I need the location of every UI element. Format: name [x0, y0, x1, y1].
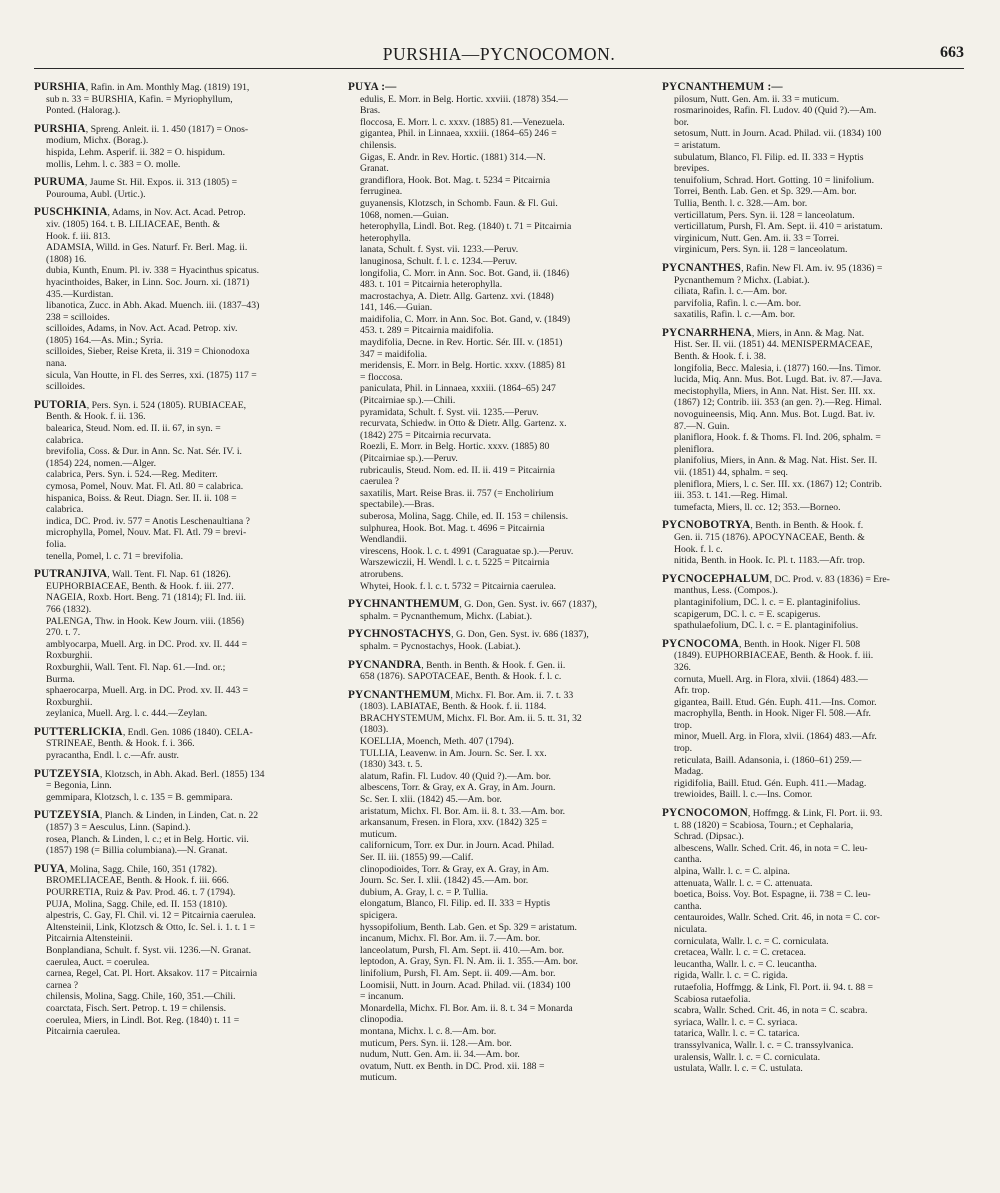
entry-line: sicula, Van Houtte, in Fl. des Serres, xxi. (1875) 117 =	[46, 369, 257, 381]
entry-first-line: PYCNANTHEMUM, Michx. Fl. Bor. Am. ii. 7. t. 33	[348, 688, 574, 701]
entry-line: chilensis.	[360, 139, 397, 151]
entry-line: tenella, Pomel, l. c. 71 = brevifolia.	[46, 550, 184, 562]
entry-line: minor, Muell. Arg. in Flora, xlvii. (1864) 483.—Afr.	[674, 731, 877, 743]
entry-line: mecistophylla, Miers, in Ann. Nat. Hist. Ser. III. xx.	[674, 385, 876, 397]
entry-line: sphaerocarpa, Muell. Arg. in DC. Prod. xv. II. 443 =	[46, 685, 249, 697]
entry-line: attenuata, Wallr. l. c. = C. attenuata.	[674, 877, 813, 889]
entry-line: gigantea, Phil. in Linnaea, xxxiii. (1864–65) 246 =	[360, 128, 557, 140]
entry-genus-name: PYCNANTHEMUM	[348, 688, 451, 701]
genus-entry	[348, 690, 650, 1084]
entry-line: longifolia, Becc. Malesia, i. (1877) 160.—Ins. Timor.	[674, 362, 881, 374]
entry-line: (1803).	[360, 724, 389, 736]
entry-line: ADAMSIA, Willd. in Ges. Naturf. Fr. Berl. Mag. ii.	[46, 242, 248, 254]
entry-line: heterophylla, Lindl. Bot. Reg. (1840) t. 71 = Pitcairnia	[360, 221, 572, 233]
entry-line: Benth. & Hook. f. ii. 136.	[46, 411, 146, 423]
entry-line: setosum, Nutt. in Journ. Acad. Philad. vii. (1834) 100	[674, 128, 882, 140]
entry-line: Scabiosa rutaefolia.	[674, 993, 751, 1005]
entry-line: pleniflora, Miers, l. c. Ser. III. xx. (1867) 12; Contrib.	[674, 478, 882, 490]
entry-line: scilloides.	[46, 381, 86, 393]
entry-first-line: PUTRANJIVA, Wall. Tent. Fl. Nap. 61 (1826).	[34, 568, 231, 581]
entry-line: linifolium, Pursh, Fl. Am. Sept. ii. 409.—Am. bor.	[360, 967, 556, 979]
entry-genus-name: PUYA	[34, 862, 65, 875]
entry-line: cantha.	[674, 900, 702, 912]
genus-entry	[34, 569, 336, 720]
entry-line: = Begonia, Linn.	[46, 780, 112, 792]
entry-line: trop.	[674, 719, 693, 731]
entry-line: leucantha, Wallr. l. c. = C. leucantha.	[674, 958, 817, 970]
entry-line: alatum, Rafin. Fl. Ludov. 40 (Quid ?).—Am. bor.	[360, 770, 551, 782]
entry-line: ustulata, Wallr. l. c. = C. ustulata.	[674, 1063, 803, 1075]
entry-genus-name: PYCHNOSTACHYS	[348, 628, 452, 641]
entry-line: Ponted. (Halorag.).	[46, 105, 121, 117]
entry-line: subulatum, Blanco, Fl. Filip. ed. II. 333 = Hyptis	[674, 151, 864, 163]
entry-line: (1857) 3 = Aesculus, Linn. (Sapind.).	[46, 822, 191, 834]
entry-line: PALENGA, Thw. in Hook. Kew Journ. viii. (1856)	[46, 615, 244, 627]
entry-first-line: PUTORIA, Pers. Syn. i. 524 (1805). RUBIACEAE,	[34, 398, 247, 411]
entry-line: iii. 353. t. 141.—Reg. Himal.	[674, 490, 788, 502]
entry-line: paniculata, Phil. in Linnaea, xxxiii. (1864–65) 247	[360, 383, 556, 395]
entry-genus-name: PUTORIA	[34, 398, 87, 411]
genus-entry	[34, 207, 336, 393]
entry-first-line: PURSHIA, Rafin. in Am. Monthly Mag. (1819) 191,	[34, 81, 250, 93]
entry-line: pilosum, Nutt. Gen. Am. ii. 33 = muticum.	[674, 93, 840, 105]
entry-first-line	[348, 81, 650, 94]
entry-line: lucida, Miq. Ann. Mus. Bot. Lugd. Bat. iv. 87.—Java.	[674, 374, 883, 386]
genus-entry	[662, 82, 964, 256]
genus-entry	[34, 864, 336, 1038]
entry-line: edulis, E. Morr. in Belg. Hortic. xxviii. (1878) 354.—	[360, 93, 568, 105]
entry-line: Tullia, Benth. l. c. 328.—Am. bor.	[674, 197, 808, 209]
entry-line: scabra, Wallr. Sched. Crit. 46, in nota = C. scabra.	[674, 1005, 868, 1017]
entry-first-line: PUTZEYSIA, Klotzsch, in Abh. Akad. Berl. (1855) 134	[34, 767, 265, 780]
entry-line: Ser. II. iii. (1855) 99.—Calif.	[360, 852, 474, 863]
entry-line: = aristatum.	[674, 139, 721, 151]
entry-line: cymosa, Pomel, Nouv. Mat. Fl. Atl. 80 = calabrica.	[46, 481, 244, 492]
entry-line: meridensis, E. Morr. in Belg. Hortic. xxxv. (1885) 81	[360, 360, 567, 372]
entry-line: brevifolia, Coss. & Dur. in Ann. Sc. Nat. Sér. IV. i.	[46, 446, 242, 458]
entry-line: virginicum, Pers. Syn. ii. 128 = lanceolatum.	[674, 244, 848, 256]
entry-line: tenuifolium, Schrad. Hort. Gotting. 10 = linifolium.	[674, 174, 875, 186]
entry-line: Madag.	[674, 766, 704, 778]
entry-line: folia.	[46, 538, 67, 550]
genus-entry	[34, 727, 336, 762]
entry-genus-name: PYCNOCOMON	[662, 807, 748, 820]
entry-line: coarctata, Fisch. Sert. Petrop. t. 19 = chilensis.	[46, 1002, 227, 1014]
entry-line: virescens, Hook. l. c. t. 4991 (Caraguatae sp.).—Peruv.	[360, 545, 574, 557]
entry-line: Roxburghii.	[46, 696, 93, 708]
entry-line: Roxburghii, Wall. Tent. Fl. Nap. 61.—Ind. or.;	[46, 661, 226, 673]
entry-first-line: PUSCHKINIA, Adams, in Nov. Act. Acad. Petrop.	[34, 206, 246, 219]
entry-genus-name: PYCNOBOTRYA	[662, 519, 751, 532]
entry-line: gemmipara, Klotzsch, l. c. 135 = B. gemmipara.	[46, 791, 233, 803]
entry-line: Gigas, E. Andr. in Rev. Hortic. (1881) 314.—N.	[360, 151, 546, 163]
entry-line: carnea, Regel, Cat. Pl. Hort. Aksakov. 117 = Pitcairnia	[46, 968, 258, 980]
entry-line: spectabile).—Bras.	[360, 499, 435, 511]
entry-line: zeylanica, Muell. Arg. l. c. 444.—Zeylan.	[46, 708, 208, 720]
entry-line: sub n. 33 = BURSHIA, Kafin. = Myriophyllum,	[46, 93, 233, 105]
entry-genus-name: PYCNOCEPHALUM	[662, 572, 770, 585]
running-title: PURSHIA—PYCNOCOMON.	[382, 44, 616, 64]
entry-line: caerulea ?	[360, 476, 399, 488]
entry-line: libanotica, Zucc. in Abh. Akad. Muench. iii. (1837–43)	[46, 300, 260, 312]
entry-line: verticillatum, Pers. Syn. ii. 128 = lanceolatum.	[674, 209, 855, 221]
entry-line: tumefacta, Miers, ll. cc. 12; 353.—Borneo.	[674, 501, 841, 513]
entry-first-line: PYCNANDRA, Benth. in Benth. & Hook. f. Gen. ii.	[348, 658, 566, 671]
entry-line: rigidifolia, Baill. Etud. Gén. Euph. 411.—Madag.	[674, 777, 867, 789]
entry-genus-name: PYCNANDRA	[348, 658, 422, 671]
entry-line: clinopodioides, Torr. & Gray, ex A. Gray, in Am.	[360, 863, 549, 875]
entry-line: microphylla, Pomel, Nouv. Mat. Fl. Atl. 79 = brevi-	[46, 527, 247, 539]
entry-line: hispanica, Boiss. & Reut. Diagn. Ser. II. ii. 108 =	[46, 492, 237, 504]
entry-line: macrophylla, Benth. in Hook. Niger Fl. 508.—Afr.	[674, 708, 871, 720]
entry-line: brevipes.	[674, 163, 710, 175]
entry-genus-name: PYCNANTHES	[662, 261, 742, 274]
running-header	[34, 44, 964, 69]
entry-line: cornuta, Muell. Arg. in Flora, xlvii. (1864) 483.—	[674, 673, 868, 685]
entry-line: pyracantha, Endl. l. c.—Afr. austr.	[46, 750, 179, 762]
entry-line: dubium, A. Gray, l. c. = P. Tullia.	[360, 886, 489, 898]
column-middle	[348, 82, 650, 1091]
entry-line: maidifolia, C. Morr. in Ann. Soc. Bot. Gand, v. (1849)	[360, 313, 571, 325]
entry-line: balearica, Steud. Nom. ed. II. ii. 67, in syn. =	[46, 423, 221, 435]
entry-line: Pycnanthemum ? Michx. (Labiat.).	[674, 274, 810, 286]
entry-line: muticum, Pers. Syn. ii. 128.—Am. bor.	[360, 1037, 512, 1049]
entry-line: saxatilis, Rafin. l. c.—Am. bor.	[674, 309, 796, 321]
entry-line: vii. (1851) 44, sphalm. = seq.	[674, 467, 788, 478]
entry-line: Sc. Ser. I. xlii. (1842) 45.—Am. bor.	[360, 794, 502, 806]
entry-genus-name: PUSCHKINIA	[34, 206, 108, 219]
entry-line: Granat.	[360, 163, 389, 175]
entry-line: trop.	[674, 743, 693, 755]
entry-line: pyramidata, Schult. f. Syst. vii. 1235.—Peruv.	[360, 406, 539, 418]
entry-line: POURRETIA, Ruiz & Pav. Prod. 46. t. 7 (1794).	[46, 887, 236, 898]
entry-first-line: PUTZEYSIA, Planch. & Linden, in Linden, Cat. n. 22	[34, 809, 259, 822]
entry-line: scilloides, Sieber, Reise Kreta, ii. 319 = Chionodoxa	[46, 346, 250, 358]
entry-line: suberosa, Molina, Sagg. Chile, ed. II. 153 = chilensis.	[360, 510, 569, 522]
entry-line: leptodon, A. Gray, Syn. Fl. N. Am. ii. 1. 355.—Am. bor.	[360, 956, 578, 968]
entry-line: scapigerum, DC. l. c. = E. scapigerus.	[674, 608, 821, 620]
entry-line: 453. t. 289 = Pitcairnia maidifolia.	[360, 325, 494, 337]
entry-line: syriaca, Wallr. l. c. = C. syriaca.	[674, 1016, 798, 1028]
entry-line: PUJA, Molina, Sagg. Chile, ed. II. 153 (1810).	[46, 898, 228, 910]
entry-line: spicigera.	[360, 909, 398, 921]
genus-entry	[348, 629, 650, 652]
entry-line: EUPHORBIACEAE, Benth. & Hook. f. iii. 277.	[46, 580, 234, 592]
entry-line: KOELLIA, Moench, Meth. 407 (1794).	[360, 736, 514, 748]
entry-line: bor.	[674, 116, 689, 128]
entry-line: elongatum, Blanco, Fl. Filip. ed. II. 333 = Hyptis	[360, 898, 551, 910]
entry-line: trewioides, Baill. l. c.—Ins. Comor.	[674, 789, 813, 801]
entry-line: 141, 146.—Guian.	[360, 302, 433, 314]
entry-line: dubia, Kunth, Enum. Pl. iv. 338 = Hyacinthus spicatus.	[46, 265, 260, 277]
entry-line: 326.	[674, 661, 691, 673]
entry-first-line: PURUMA, Jaume St. Hil. Expos. ii. 313 (1805) =	[34, 176, 238, 189]
entry-first-line: PYCNOCOMON, Hoffmgg. & Link, Fl. Port. ii. 93.	[662, 807, 883, 820]
entry-line: = floccosa.	[360, 371, 403, 383]
entry-line: macrostachya, A. Dietr. Allg. Gartenz. xvi. (1848)	[360, 290, 554, 302]
entry-line: 435.—Kurdistan.	[46, 288, 114, 300]
entry-line: coerulea, Miers, in Lindl. Bot. Reg. (1840) t. 11 =	[46, 1014, 240, 1026]
entry-genus-name: PUTTERLICKIA	[34, 725, 123, 738]
entry-line: sulphurea, Hook. Bot. Mag. t. 4696 = Pitcairnia	[360, 522, 545, 534]
entry-line: plantaginifolium, DC. l. c. = E. plantaginifolius.	[674, 596, 861, 608]
entry-line: maydifolia, Decne. in Rev. Hortic. Sér. III. v. (1851)	[360, 337, 563, 349]
entry-line: arkansanum, Fresen. in Flora, xxv. (1842) 325 =	[360, 817, 547, 829]
genus-entry	[34, 810, 336, 856]
entry-line: rosmarinoides, Rafin. Fl. Ludov. 40 (Quid ?).—Am.	[674, 105, 877, 117]
entry-line: gigantea, Baill. Etud. Gén. Euph. 411.—Ins. Comor.	[674, 696, 877, 708]
column-left	[34, 82, 336, 1091]
entry-line: spathulaefolium, DC. l. c. = E. plantaginifolius.	[674, 620, 859, 632]
entry-line: Pourouma, Aubl. (Urtic.).	[46, 188, 146, 200]
entry-line: Monardella, Michx. Fl. Bor. Am. ii. 8. t. 34 = Monarda	[360, 1002, 573, 1014]
entry-line: heterophylla.	[360, 232, 411, 244]
entry-line: ferruginea.	[360, 186, 403, 198]
entry-line: BRACHYSTEMUM, Michx. Fl. Bor. Am. ii. 5. tt. 31, 32	[360, 712, 582, 724]
entry-line: (1830) 343. t. 5.	[360, 759, 423, 771]
genus-entry	[662, 574, 964, 632]
entry-line: alpina, Wallr. l. c. = C. alpina.	[674, 866, 790, 877]
entry-line: longifolia, C. Morr. in Ann. Soc. Bot. Gand, ii. (1846)	[360, 267, 570, 279]
genus-entry	[662, 520, 964, 566]
entry-first-line	[662, 81, 964, 94]
entry-line: cretacea, Wallr. l. c. = C. cretacea.	[674, 947, 806, 959]
entry-line: transsylvanica, Wallr. l. c. = C. transsylvanica.	[674, 1039, 854, 1051]
entry-line: Bras.	[360, 105, 381, 117]
entry-line: Hook. f. l. c.	[674, 543, 723, 555]
entry-line: montana, Michx. l. c. 8.—Am. bor.	[360, 1025, 497, 1037]
entry-line: manthus, Less. (Compos.).	[674, 585, 778, 597]
entry-line: parvifolia, Rafin. l. c.—Am. bor.	[674, 297, 801, 309]
entry-line: cantha.	[674, 854, 702, 866]
entry-line: lanuginosa, Schult. f. l. c. 1234.—Peruv.	[360, 255, 518, 267]
entry-line: 87.—N. Guin.	[674, 420, 730, 432]
entry-line: planiflora, Hook. f. & Thoms. Fl. Ind. 206, sphalm. =	[674, 432, 881, 444]
entry-line: 1068, nomen.—Guian.	[360, 209, 449, 221]
entry-line: mollis, Lehm. l. c. 383 = O. molle.	[46, 158, 181, 170]
entry-line: 238 = scilloides.	[46, 311, 110, 323]
entry-line: rutaefolia, Hoffmgg. & Link, Fl. Port. ii. 94. t. 88 =	[674, 981, 874, 993]
entry-line: nudum, Nutt. Gen. Am. ii. 34.—Am. bor.	[360, 1049, 520, 1061]
entry-line: (Pitcairniae sp.).—Peruv.	[360, 453, 458, 464]
entry-line: carnea ?	[46, 979, 78, 991]
entry-line: boetica, Boiss. Voy. Bot. Espagne, ii. 738 = C. leu-	[674, 889, 871, 901]
entry-genus-name: PYCNARRHENA	[662, 326, 752, 339]
genus-entry	[34, 177, 336, 200]
entry-first-line: PYCNOCEPHALUM, DC. Prod. v. 83 (1836) = Ere-	[662, 572, 890, 585]
entry-line: caerulea, Auct. = coerulea.	[46, 956, 150, 968]
entry-first-line: PYCNANTHES, Rafin. New Fl. Am. iv. 95 (1836) =	[662, 261, 883, 274]
entry-line: (1842) 275 = Pitcairnia recurvata.	[360, 429, 492, 441]
entry-line: guyanensis, Klotzsch, in Schomb. Faun. & Fl. Gui.	[360, 197, 558, 209]
entry-line: (1805) 164.—As. Min.; Syria.	[46, 334, 164, 346]
entry-line: STRINEAE, Benth. & Hook. f. i. 366.	[46, 738, 195, 750]
genus-entry	[662, 639, 964, 801]
entry-line: Afr. trop.	[674, 685, 710, 697]
entry-line: BROMELIACEAE, Benth. & Hook. f. iii. 666.	[46, 875, 229, 887]
genus-entry	[34, 82, 336, 117]
entry-line: pleniflora.	[674, 443, 715, 455]
genus-entry	[662, 263, 964, 321]
entry-first-line: PYCNARRHENA, Miers, in Ann. & Mag. Nat.	[662, 326, 865, 339]
genus-entry	[348, 660, 650, 683]
entry-line: planifolius, Miers, in Ann. & Mag. Nat. Hist. Ser. II.	[674, 455, 878, 467]
entry-line: novoguineensis, Miq. Ann. Mus. Bot. Lugd. Bat. iv.	[674, 409, 875, 421]
entry-line: Whytei, Hook. f. l. c. t. 5732 = Pitcairnia caerulea.	[360, 580, 556, 592]
genus-entry	[348, 599, 650, 622]
entry-first-line: PYCNOBOTRYA, Benth. in Benth. & Hook. f.	[662, 519, 864, 532]
entry-line: muticum.	[360, 828, 397, 840]
entry-line: Torrei, Benth. Lab. Gen. et Sp. 329.—Am. bor.	[674, 186, 857, 198]
entry-line: (1857) 198 (= Billia columbiana).—N. Granat.	[46, 845, 228, 857]
entry-genus-name: PYCNOCOMA	[662, 637, 739, 650]
entry-line: Gen. ii. 715 (1876). APOCYNACEAE, Benth. &	[674, 531, 865, 543]
entry-line: (1849). EUPHORBIACEAE, Benth. & Hook. f. iii.	[674, 650, 874, 662]
entry-line: albescens, Wallr. Sched. Crit. 46, in nota = C. leu-	[674, 842, 868, 854]
entry-line: floccosa, E. Morr. l. c. xxxv. (1885) 81.—Venezuela.	[360, 116, 565, 128]
entry-line: Burma.	[46, 673, 75, 685]
entry-line: rubricaulis, Steud. Nom. ed. II. ii. 419 = Pitcairnia	[360, 464, 555, 476]
entry-line: Bonplandiana, Schult. f. Syst. vii. 1236.—N. Granat.	[46, 944, 252, 956]
entry-line: aristatum, Michx. Fl. Bor. Am. ii. 8. t. 33.—Am. bor.	[360, 805, 566, 817]
entry-line: albescens, Torr. & Gray, ex A. Gray, in Am. Journ.	[360, 782, 556, 794]
entry-genus-name: PUTZEYSIA	[34, 767, 100, 780]
entry-line: nitida, Benth. in Hook. Ic. Pl. t. 1183.—Afr. trop.	[674, 555, 865, 567]
entry-line: amblyocarpa, Muell. Arg. in DC. Prod. xv. II. 444 =	[46, 638, 248, 650]
entry-line: uralensis, Wallr. l. c. = C. corniculata.	[674, 1051, 821, 1063]
entry-line: = incanum.	[360, 991, 404, 1003]
entry-genus-name: PURSHIA	[34, 122, 86, 135]
text-columns	[34, 82, 964, 1091]
entry-line: clinopodia.	[360, 1014, 404, 1026]
entry-line: 658 (1876). SAPOTACEAE, Benth. & Hook. f. l. c.	[360, 671, 562, 683]
entry-line: rigida, Wallr. l. c. = C. rigida.	[674, 970, 788, 982]
entry-genus-name: PUTZEYSIA	[34, 809, 100, 822]
entry-line: (Pitcairniae sp.).—Chili.	[360, 395, 456, 407]
entry-line: Benth. & Hook. f. i. 38.	[674, 351, 767, 363]
entry-line: virginicum, Nutt. Gen. Am. ii. 33 = Torrei.	[674, 232, 840, 244]
entry-line: rosea, Planch. & Linden, l. c.; et in Belg. Hortic. vii.	[46, 833, 249, 845]
entry-line: Schrad. (Dipsac.).	[674, 831, 744, 843]
entry-line: Hist. Ser. II. vii. (1851) 44. MENISPERMACEAE,	[674, 339, 873, 351]
entry-line: tatarica, Wallr. l. c. = C. tatarica.	[674, 1028, 800, 1040]
entry-line: Pitcairnia Altensteinii.	[46, 933, 133, 945]
entry-line: 270. t. 7.	[46, 627, 81, 639]
entry-line: calabrica, Pers. Syn. i. 524.—Reg. Mediterr.	[46, 469, 218, 481]
entry-line: centauroides, Wallr. Sched. Crit. 46, in nota = C. cor-	[674, 912, 880, 924]
entry-line: sphalm. = Pycnanthemum, Michx. (Labiat.).	[360, 610, 533, 622]
genus-entry	[34, 769, 336, 804]
entry-line: hyacinthoides, Baker, in Linn. Soc. Journ. xi. (1871)	[46, 276, 250, 288]
entry-line: muticum.	[360, 1072, 397, 1084]
genus-entry	[662, 808, 964, 1075]
entry-line: lanceolatum, Pursh, Fl. Am. Sept. ii. 410.—Am. bor.	[360, 944, 564, 956]
entry-line: (1867) 12; Contrib. iii. 353 (an gen. ?).—Reg. Himal.	[674, 397, 882, 409]
entry-line: Warszewiczii, H. Wendl. l. c. t. 5225 = Pitcairnia	[360, 557, 550, 569]
entry-line: alpestris, C. Gay, Fl. Chil. vi. 12 = Pitcairnia caerulea.	[46, 910, 256, 922]
entry-first-line: PYCNOCOMA, Benth. in Hook. Niger Fl. 508	[662, 637, 861, 650]
entry-genus-name: PYCNANTHEMUM :—	[662, 81, 783, 93]
entry-line: NAGEIA, Roxb. Hort. Beng. 71 (1814); Fl. Ind. iii.	[46, 592, 246, 604]
entry-line: Roezli, E. Morr. in Belg. Hortic. xxxv. (1885) 80	[360, 441, 550, 453]
entry-line: 347 = maidifolia.	[360, 348, 428, 360]
entry-genus-name: PURUMA	[34, 176, 85, 189]
entry-line: corniculata, Wallr. l. c. = C. corniculata.	[674, 935, 829, 947]
entry-first-line: PYCHNOSTACHYS, G. Don, Gen. Syst. iv. 686 (1837),	[348, 628, 589, 641]
page-number: 663	[940, 44, 964, 61]
entry-line: Roxburghii.	[46, 650, 93, 662]
entry-line: calabrica.	[46, 434, 84, 446]
entry-line: scilloides, Adams, in Nov. Act. Acad. Petrop. xiv.	[46, 323, 238, 335]
entry-first-line: PURSHIA, Spreng. Anleit. ii. 1. 450 (1817) = Onos-	[34, 122, 249, 135]
entry-line: verticillatum, Pursh, Fl. Am. Sept. ii. 410 = aristatum.	[674, 221, 883, 233]
entry-line: recurvata, Schiedw. in Otto & Dietr. Allg. Gartenz. x.	[360, 418, 567, 430]
entry-line: TULLIA, Leavenw. in Am. Journ. Sc. Ser. I. xx.	[360, 747, 547, 759]
column-right	[662, 82, 964, 1091]
entry-line: Altensteinii, Link, Klotzsch & Otto, Ic. Sel. i. 1. t. 1 =	[46, 921, 256, 933]
entry-line: chilensis, Molina, Sagg. Chile, 160, 351.—Chili.	[46, 991, 236, 1003]
entry-line: californicum, Torr. ex Dur. in Journ. Acad. Philad.	[360, 840, 555, 852]
entry-line: (1854) 224, nomen.—Alger.	[46, 457, 157, 469]
genus-entry	[348, 82, 650, 592]
entry-line: lanata, Schult. f. Syst. vii. 1233.—Peruv.	[360, 244, 519, 256]
genus-entry	[662, 328, 964, 514]
entry-line: Pitcairnia caerulea.	[46, 1026, 121, 1038]
entry-line: hyssopifolium, Benth. Lab. Gen. et Sp. 329 = aristatum.	[360, 921, 577, 933]
entry-line: calabrica.	[46, 504, 84, 516]
entry-genus-name: PYCHNANTHEMUM	[348, 598, 460, 611]
entry-line: (1803). LABIATAE, Benth. & Hook. f. ii. 1184.	[360, 701, 547, 713]
entry-line: incanum, Michx. Fl. Bor. Am. ii. 7.—Am. bor.	[360, 933, 541, 945]
entry-line: 766 (1832).	[46, 603, 92, 615]
entry-line: reticulata, Baill. Adansonia, i. (1860–61) 259.—	[674, 754, 862, 766]
entry-line: niculata.	[674, 923, 708, 935]
entry-line: xiv. (1805) 164. t. B. LILIACEAE, Benth. &	[46, 218, 220, 230]
entry-line: hispida, Lehm. Asperif. ii. 382 = O. hispidum.	[46, 146, 226, 158]
genus-entry	[34, 124, 336, 170]
entry-line: Journ. Sc. Ser. I. xlii. (1842) 45.—Am. bor.	[360, 875, 529, 887]
entry-line: sphalm. = Pycnostachys, Hook. (Labiat.).	[360, 640, 521, 652]
entry-line: modium, Michx. (Borag.).	[46, 135, 149, 147]
entry-genus-name: PUTRANJIVA	[34, 568, 108, 581]
entry-first-line: PYCHNANTHEMUM, G. Don, Gen. Syst. iv. 667 (1837),	[348, 598, 598, 611]
entry-line: (1808) 16.	[46, 253, 87, 265]
entry-line: atrorubens.	[360, 568, 404, 580]
entry-line: Loomisii, Nutt. in Journ. Acad. Philad. vii. (1834) 100	[360, 979, 571, 991]
entry-line: indica, DC. Prod. iv. 577 = Anotis Leschenaultiana ?	[46, 515, 250, 527]
entry-line: Wendlandii.	[360, 534, 407, 546]
entry-line: grandiflora, Hook. Bot. Mag. t. 5234 = Pitcairnia	[360, 174, 551, 186]
entry-line: saxatilis, Mart. Reise Bras. ii. 757 (= Encholirium	[360, 487, 554, 499]
entry-line: ciliata, Rafin. l. c.—Am. bor.	[674, 286, 787, 298]
genus-entry	[34, 400, 336, 562]
entry-first-line: PUYA, Molina, Sagg. Chile, 160, 351 (1782).	[34, 862, 218, 875]
entry-line: nana.	[46, 358, 67, 370]
entry-line: t. 88 (1820) = Scabiosa, Tourn.; et Cephalaria,	[674, 819, 854, 831]
entry-genus-name: PUYA :—	[348, 81, 397, 93]
entry-line: ovatum, Nutt. ex Benth. in DC. Prod. xii. 188 =	[360, 1060, 545, 1072]
entry-genus-name: PURSHIA	[34, 81, 86, 93]
entry-line: Hook. f. iii. 813.	[46, 230, 111, 242]
entry-first-line: PUTTERLICKIA, Endl. Gen. 1086 (1840). CELA-	[34, 725, 253, 738]
entry-line: 483. t. 101 = Pitcairnia heterophylla.	[360, 279, 503, 291]
